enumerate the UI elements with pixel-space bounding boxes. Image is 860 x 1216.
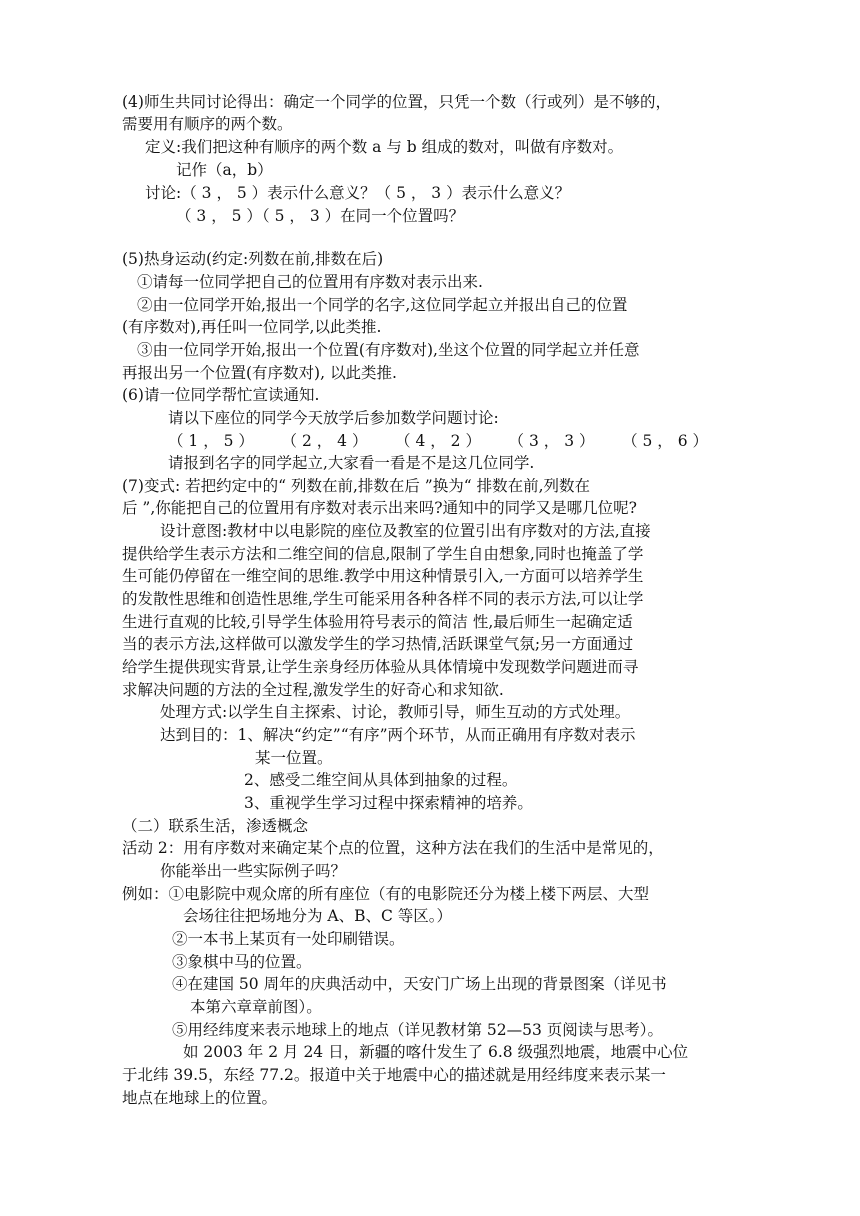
text-line: 再报出另一个位置(有序数对), 以此类推.: [122, 364, 397, 382]
text-line: 请报到名字的同学起立,大家看一看是不是这几位同学.: [168, 454, 535, 472]
text-line: 给学生提供现实背景,让学生亲身经历体验从具体情境中发现数学问题进而寻: [122, 658, 639, 676]
text-line: 讨论:（ 3 ， 5 ）表示什么意义？（ 5 ， 3 ）表示什么意义？: [145, 184, 571, 202]
seat-coordinate: （ 4 ， 2 ）: [395, 432, 481, 450]
text-line: 后 ”,你能把自己的位置用有序数对表示出来吗?通知中的同学又是哪几位呢?: [122, 499, 637, 517]
text-line: (7)变式: 若把约定中的“ 列数在前,排数在后 ”换为“ 排数在前,列数在: [122, 477, 591, 495]
text-line: ①请每一位同学把自己的位置用有序数对表示出来.: [137, 273, 483, 291]
section-heading: （二）联系生活，渗透概念: [122, 817, 309, 835]
seat-coordinate: （ 3 ， 3 ）: [508, 432, 595, 450]
text-line: 记作（a，b）: [176, 161, 273, 179]
seat-coordinates-row: [168, 430, 708, 452]
text-line: 于北纬 39.5，东经 77.2。报道中关于地震中心的描述就是用经纬度来表示某一: [122, 1066, 666, 1084]
text-line: ④在建国 50 周年的庆典活动中，天安门广场上出现的背景图案（详见书: [172, 975, 667, 993]
text-line: ⑤用经纬度来表示地球上的地点（详见教材第 52—53 页阅读与思考）。: [172, 1021, 664, 1039]
text-line: ②一本书上某页有一处印刷错误。: [172, 930, 405, 948]
text-line: 会场往往把场地分为 A、B、C 等区。）: [183, 907, 453, 925]
seat-coordinate: （ 5 ， 6 ）: [622, 432, 708, 450]
text-line: 地点在地球上的位置。: [122, 1089, 278, 1107]
text-line: ②由一位同学开始,报出一个同学的名字,这位同学起立并报出自己的位置: [137, 296, 628, 314]
text-line: 求解决问题的方法的全过程,激发学生的好奇心和求知欲.: [122, 681, 504, 699]
text-line: 当的表示方法,这样做可以激发学生的学习热情,活跃课堂气氛;另一方面通过: [122, 635, 634, 653]
text-line: （ 3 ， 5 ）（ 5 ， 3 ）在同一个位置吗？: [176, 207, 465, 225]
text-line: 例如：①电影院中观众席的所有座位（有的电影院还分为楼上楼下两层、大型: [122, 885, 650, 903]
text-line: ③由一位同学开始,报出一个位置(有序数对),坐这个位置的同学起立并任意: [137, 341, 640, 359]
text-line: 处理方式:以学生自主探索、讨论，教师引导，师生互动的方式处理。: [160, 703, 631, 721]
text-line: 达到目的：1、解决“约定”“有序”两个环节，从而正确用有序数对表示: [160, 726, 636, 744]
text-line: 你能举出一些实际例子吗？: [160, 862, 347, 880]
text-line: (5)热身运动(约定:列数在前,排数在后): [122, 250, 384, 268]
text-line: (4)师生共同讨论得出：确定一个同学的位置，只凭一个数（行或列）是不够的，: [122, 93, 671, 111]
text-line: 如 2003 年 2 月 24 日，新疆的喀什发生了 6.8 级强烈地震，地震中心位: [183, 1043, 689, 1061]
seat-coordinate: （ 1 ， 5 ）: [168, 432, 254, 450]
text-line: 提供给学生表示方法和二维空间的信息,限制了学生自由想象,同时也掩盖了学: [122, 545, 644, 563]
text-line: 某一位置。: [255, 749, 333, 767]
text-line: (有序数对),再任叫一位同学,以此类推.: [122, 318, 382, 336]
text-line: 生进行直观的比较,引导学生体验用符号表示的简洁 性,最后师生一起确定适: [122, 613, 633, 631]
text-line: ③象棋中马的位置。: [172, 953, 312, 971]
text-line: (6)请一位同学帮忙宣读通知.: [122, 386, 320, 404]
text-line: 需要用有顺序的两个数。: [122, 115, 293, 133]
text-line: 3、重视学生学习过程中探索精神的培养。: [244, 794, 533, 812]
text-line: 的发散性思维和创造性思维,学生可能采用各种各样不同的表示方法,可以让学: [122, 590, 644, 608]
text-line: 请以下座位的同学今天放学后参加数学问题讨论:: [168, 409, 499, 427]
text-line: 2、感受二维空间从具体到抽象的过程。: [244, 771, 518, 789]
text-line: 本第六章章前图）。: [190, 998, 322, 1016]
text-line: 定义:我们把这种有顺序的两个数 a 与 b 组成的数对，叫做有序数对。: [145, 138, 624, 156]
text-line: 活动 2：用有序数对来确定某个点的位置，这种方法在我们的生活中是常见的，: [122, 839, 664, 857]
text-line: 设计意图:教材中以电影院的座位及教室的位置引出有序数对的方法,直接: [160, 522, 651, 540]
seat-coordinate: （ 2 ， 4 ）: [281, 432, 368, 450]
text-line: 生可能仍停留在一维空间的思维.教学中用这种情景引入,一方面可以培养学生: [122, 567, 644, 585]
